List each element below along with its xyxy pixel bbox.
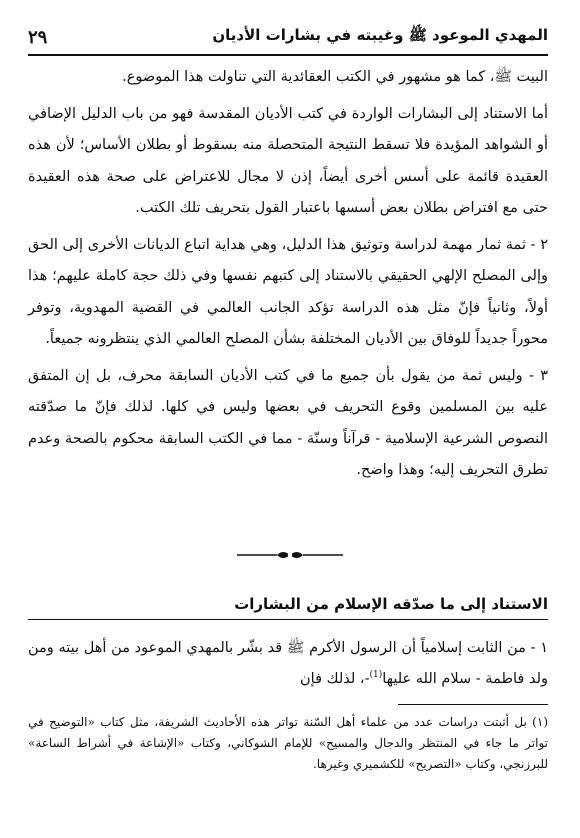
section-heading: الاستناد إلى ما صدّقه الإسلام من البشارات <box>28 595 548 620</box>
footnote: (١) بل أثبتت دراسات عدد من علماء أهل السّنة تواتر هذه الأحاديث الشريفة، مثل كتاب «التوضيح في تواتر ما جاء في المنتظر والدجال والمسيح» للإمام الشوكاني، وكتاب «الإشاعة في أشراط الساعة» للبرزنجي، وكتاب «التصريح» للكشميري وغيرها. <box>28 715 548 771</box>
paragraph: ٢ - ثمة ثمار مهمة لدراسة وتوثيق هذا الدليل، وهي هداية اتباع الديانات الأخرى إلى الحق وإلى المصلح الإلهي الحقيقي بالاستناد إلى كتبهم نفسها وفي ذلك حجة كاملة عليهم؛ هذا أولاً، وثانياً فإنّ مثل هذه الدراسة تؤكد الجانب العالمي في القضية المهدوية، وتوفر محوراً جديداً للوفاق بين الأديان المختلفة بشأن المصلح العالمي الذي ينتظرونه جميعاً. <box>28 236 548 347</box>
main-text <box>28 62 548 492</box>
header-title: المهدي الموعود ﷺ وغيبته في بشارات الأديان <box>212 26 548 44</box>
paragraph: البيت ﷺ، كما هو مشهور في الكتب العقائدية التي تناولت هذا الموضوع. <box>122 69 548 85</box>
section-text: ١ - من الثابت إسلامياً أن الرسول الأكرم ﷺ قد بشّر بالمهدي الموعود من أهل بيته ومن ولد فاطمة - سلام الله عليها <box>28 640 548 687</box>
paragraph: أما الاستناد إلى البشارات الواردة في كتب الأديان المقدسة فهو من باب الدليل الإضافي أو الشواهد المؤيدة فلا تسقط النتيجة المتحصلة منه بسقوط أو بطلان الأساس؛ لأن هذه العقيدة قائمة على أسس أخرى أيضاً، إذن لا مجال للاعتراض على صحة هذه العقيدة حتى مع افتراض بطلان بعض أسسها باعتبار القول بتحريف تلك الكتب. <box>28 105 548 216</box>
footnote-reference[interactable]: (1) <box>369 670 383 681</box>
ornamental-divider-icon <box>0 548 580 562</box>
running-header <box>28 20 548 56</box>
page-number: ٢٩ <box>28 26 48 48</box>
section-paragraph <box>28 633 548 695</box>
paragraph: ٣ - وليس ثمة من يقول بأن جميع ما في كتب الأديان السابقة محرف، بل إن المتفق عليه بين المسلمين وقوع التحريف في بعضها وليس في كلها. لذلك فإنّ ما صدّقته النصوص الشرعية الإسلامية - قرآناً وسنّة - مما في الكتب السابقة محكوم بالصحة وعدم تطرق التحريف إليه؛ وهذا واضح. <box>28 367 548 478</box>
footnote-divider <box>398 704 548 705</box>
section-text-continued: -، لذلك فإن <box>300 671 370 687</box>
